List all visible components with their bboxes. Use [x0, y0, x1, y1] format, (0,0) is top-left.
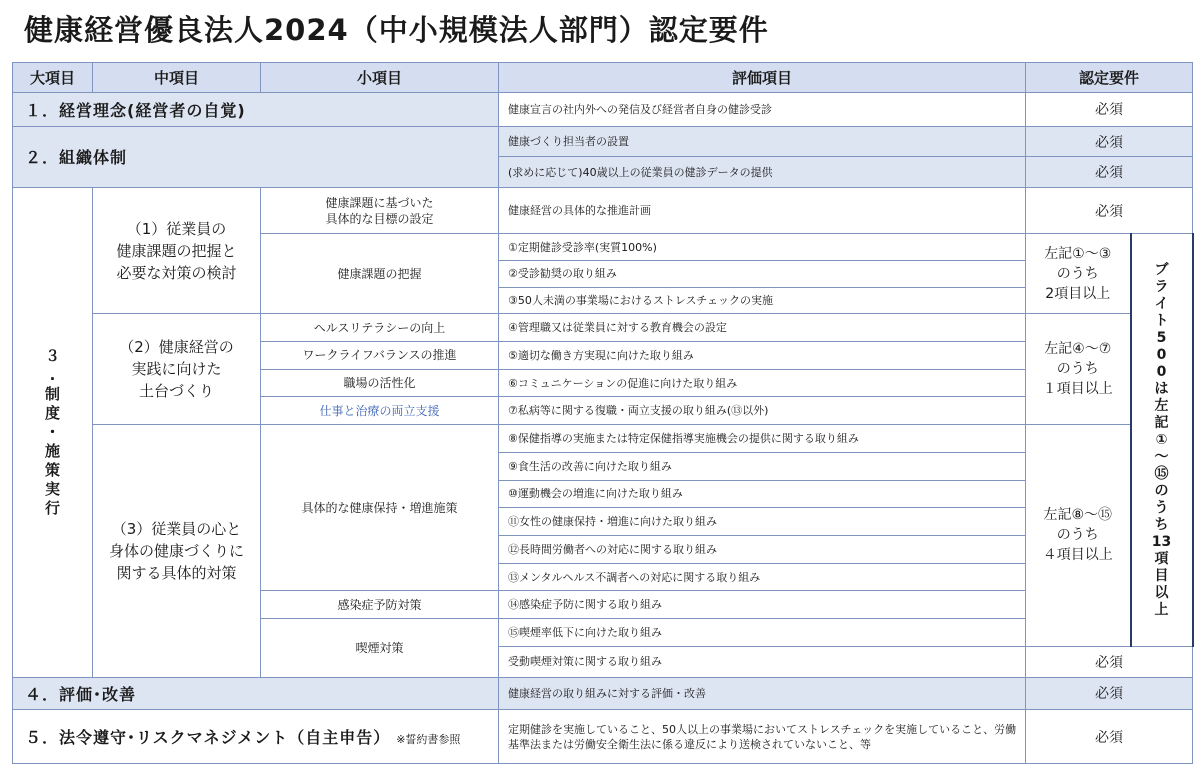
mid1-minor-grasp: 健康課題の把握 [261, 234, 499, 314]
cat3-label: ３ . 制 度 ・ 施 策 実 行 [13, 188, 93, 677]
mid1-eval-plan: 健康経営の具体的な推進計画 [499, 188, 1026, 234]
cat5-required: 必須 [1026, 710, 1193, 764]
cat5-eval: 定期健診を実施していること、50人以上の事業場においてストレスチェックを実施していること、労働基準法または労働安全衛生法に係る違反により送検されていないこと、等 [499, 710, 1026, 764]
mid2-minor-activation: 職場の活性化 [261, 369, 499, 397]
cat5-label: ５．法令遵守･リスクマネジメント（自主申告） [25, 728, 391, 748]
eval-5: ⑤適切な働き方実現に向けた取り組み [499, 342, 1026, 370]
group1-condition: 左記①～③ のうち 2項目以上 [1026, 234, 1131, 314]
eval-12: ⑫長時間労働者への対応に関する取り組み [499, 535, 1026, 563]
eval-13: ⑬メンタルヘルス不調者への対応に関する取り組み [499, 563, 1026, 591]
cat2-eval2: (求めに応じて)40歳以上の従業員の健診データの提供 [499, 157, 1026, 188]
mid3-label: （3）従業員の心と 身体の健康づくりに 関する具体的対策 [93, 425, 261, 677]
group2-condition: 左記④～⑦ のうち １項目以上 [1026, 314, 1131, 425]
eval-3: ③50人未満の事業場におけるストレスチェックの実施 [499, 287, 1026, 314]
mid3-minor-smoking: 喫煙対策 [261, 619, 499, 677]
mid2-label: （2）健康経営の 実践に向けた 土台づくり [93, 314, 261, 425]
cat1-label: １．経営理念(経営者の自覚) [13, 92, 499, 126]
cat4-eval: 健康経営の取り組みに対する評価・改善 [499, 677, 1026, 710]
cat1-eval: 健康宣言の社内外への発信及び経営者自身の健診受診 [499, 92, 1026, 126]
cat5-label-cell [13, 710, 499, 764]
eval-1: ①定期健診受診率(実質100%) [499, 234, 1026, 261]
eval-9: ⑨食生活の改善に向けた取り組み [499, 452, 1026, 480]
header-major: 大項目 [13, 63, 93, 93]
mid3-required: 必須 [1026, 646, 1193, 677]
header-eval: 評価項目 [499, 63, 1026, 93]
cat2-required1: 必須 [1026, 126, 1193, 157]
cat2-required2: 必須 [1026, 157, 1193, 188]
header-row [13, 63, 1193, 93]
mid1-required: 必須 [1026, 188, 1193, 234]
mid1-minor-target: 健康課題に基づいた 具体的な目標の設定 [261, 188, 499, 234]
cat2-eval1: 健康づくり担当者の設置 [499, 126, 1026, 157]
mid2-minor-treatment: 仕事と治療の両立支援 [261, 397, 499, 425]
header-cert: 認定要件 [1026, 63, 1193, 93]
cat5-note: ※誓約書参照 [396, 733, 461, 747]
eval-11: ⑪女性の健康保持・増進に向けた取り組み [499, 508, 1026, 536]
header-minor: 小項目 [261, 63, 499, 93]
cat1-required: 必須 [1026, 92, 1193, 126]
eval-10: ⑩運動機会の増進に向けた取り組み [499, 480, 1026, 508]
mid2-minor-worklife: ワークライフバランスの推進 [261, 342, 499, 370]
mid3-minor-infection: 感染症予防対策 [261, 591, 499, 619]
cat4-required: 必須 [1026, 677, 1193, 710]
eval-6: ⑥コミュニケーションの促進に向けた取り組み [499, 369, 1026, 397]
eval-4: ④管理職又は従業員に対する教育機会の設定 [499, 314, 1026, 342]
eval-16: 受動喫煙対策に関する取り組み [499, 646, 1026, 677]
cat2-label: ２．組織体制 [13, 126, 499, 188]
cat4-label: ４．評価･改善 [13, 677, 499, 710]
eval-14: ⑭感染症予防に関する取り組み [499, 591, 1026, 619]
eval-2: ②受診勧奨の取り組み [499, 261, 1026, 288]
eval-7: ⑦私病等に関する復職・両立支援の取り組み(⑬以外) [499, 397, 1026, 425]
group3-condition: 左記⑧～⑮ のうち ４項目以上 [1026, 425, 1131, 647]
eval-15: ⑮喫煙率低下に向けた取り組み [499, 619, 1026, 647]
requirements-table [12, 62, 1194, 764]
mid1-label: （1）従業員の 健康課題の把握と 必要な対策の検討 [93, 188, 261, 314]
bright500-requirement: ブ ラ イ ト 5 0 0 は 左 記 ① ～ ⑮ の う ち 13 項 目 以 上 [1131, 234, 1193, 646]
page-title: 健康経営優良法人2024（中小規模法人部門）認定要件 [24, 13, 769, 47]
mid2-minor-literacy: ヘルスリテラシーの向上 [261, 314, 499, 342]
mid3-minor-health: 具体的な健康保持・増進施策 [261, 425, 499, 591]
eval-8: ⑧保健指導の実施または特定保健指導実施機会の提供に関する取り組み [499, 425, 1026, 453]
header-middle: 中項目 [93, 63, 261, 93]
